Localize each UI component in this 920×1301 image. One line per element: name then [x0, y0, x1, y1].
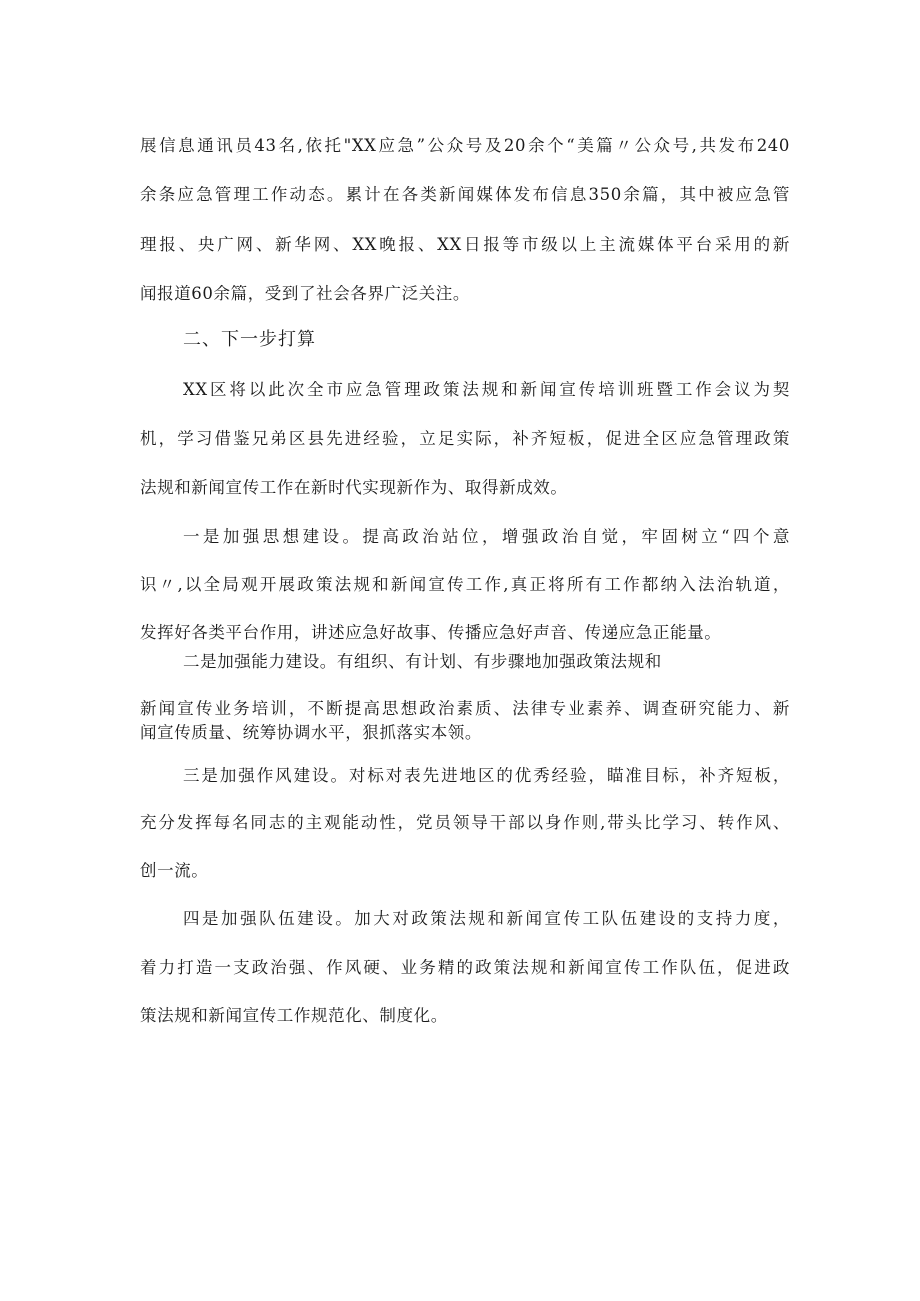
paragraph-line: XX区将以此次全市应急管理政策法规和新闻宣传培训班暨工作会议为契	[183, 380, 790, 399]
paragraph-line: 一是加强思想建设。提高政治站位，增强政治自觉，牢固树立“四个意	[183, 527, 790, 546]
paragraph-line: 二是加强能力建设。有组织、有计划、有步骤地加强政策法规和	[183, 652, 662, 671]
paragraph-line: 创一流。	[140, 861, 209, 880]
paragraph-line: 充分发挥每名同志的主观能动性，党员领导干部以身作则,带头比学习、转作风、	[140, 813, 790, 832]
paragraph-line: 新闻宣传业务培训，不断提高思想政治素质、法律专业素养、调查研究能力、新	[140, 699, 790, 718]
paragraph-line: 闻报道60余篇，受到了社会各界广泛关注。	[140, 284, 470, 303]
paragraph-line: 法规和新闻宣传工作在新时代实现新作为、取得新成效。	[140, 478, 568, 497]
paragraph-line: 余条应急管理工作动态。累计在各类新闻媒体发布信息350余篇，其中被应急管	[140, 185, 790, 204]
paragraph-line: 展信息通讯员43名,依托"XX应急”公众号及20余个“美篇〃公众号,共发布240	[140, 136, 790, 155]
paragraph-line: 着力打造一支政治强、作风硬、业务精的政策法规和新闻宣传工作队伍，促进政	[140, 958, 790, 977]
paragraph-line: 理报、央广网、新华网、XX晚报、XX日报等市级以上主流媒体平台采用的新	[140, 235, 790, 254]
paragraph-line: 三是加强作风建设。对标对表先进地区的优秀经验，瞄准目标，补齐短板，	[183, 766, 790, 785]
paragraph-line: 机，学习借鉴兄弟区县先进经验，立足实际，补齐短板，促进全区应急管理政策	[140, 429, 790, 448]
paragraph-line: 策法规和新闻宣传工作规范化、制度化。	[140, 1006, 448, 1025]
paragraph-line: 发挥好各类平台作用，讲述应急好故事、传播应急好声音、传递应急正能量。	[140, 623, 722, 642]
paragraph-line: 四是加强队伍建设。加大对政策法规和新闻宣传工队伍建设的支持力度，	[183, 909, 790, 928]
paragraph-line: 识〃,以全局观开展政策法规和新闻宣传工作,真正将所有工作都纳入法治轨道，	[140, 575, 790, 594]
section-heading: 二、下一步打算	[183, 329, 316, 350]
paragraph-line: 闻宣传质量、统筹协调水平，狠抓落实本领。	[140, 723, 482, 742]
